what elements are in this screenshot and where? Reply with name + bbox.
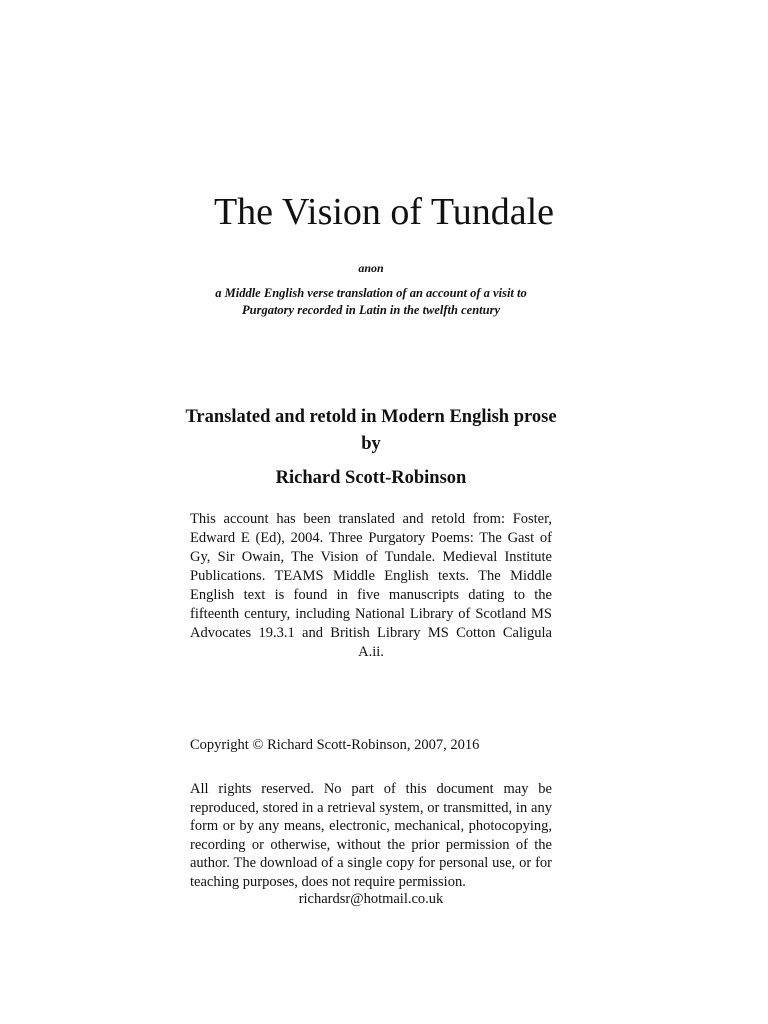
- author-name: anon: [358, 261, 384, 275]
- translator-name: Richard Scott-Robinson: [275, 468, 467, 488]
- document-subtitle: a Middle English verse translation of an account of a visit to Purgatory recorded in Latin in the twelfth century: [215, 286, 527, 317]
- rights-notice: All rights reserved. No part of this document may be reproduced, stored in a retrieval system, or transmitted, in any form or by any means, electronic, mechanical, photocopying, recording or otherwise, without the prior permission of the author. The download of a single copy for personal use, or for teaching purposes, does not require permission.: [190, 781, 552, 890]
- translation-credit-line: Translated and retold in Modern English prose: [185, 407, 557, 427]
- document-title: The Vision of Tundale: [213, 191, 555, 233]
- source-note: This account has been translated and retold from: Foster, Edward E (Ed), 2004. Three Purgatory Poems: The Gast of Gy, Sir Owain, The Vision of Tundale. Medieval Institute Publications. TEAMS Middle English texts. The Middle English text is found in five manuscripts dating to the fifteenth century, including National Library of Scotland MS Advocates 19.3.1 and British Library MS Cotton Caligula A.ii.: [190, 511, 552, 660]
- contact-email[interactable]: richardsr@hotmail.co.uk: [298, 891, 444, 907]
- translation-credit: [0, 404, 742, 458]
- copyright-line: Copyright © Richard Scott-Robinson, 2007, 2016: [190, 737, 480, 753]
- translation-credit-by: by: [361, 434, 381, 454]
